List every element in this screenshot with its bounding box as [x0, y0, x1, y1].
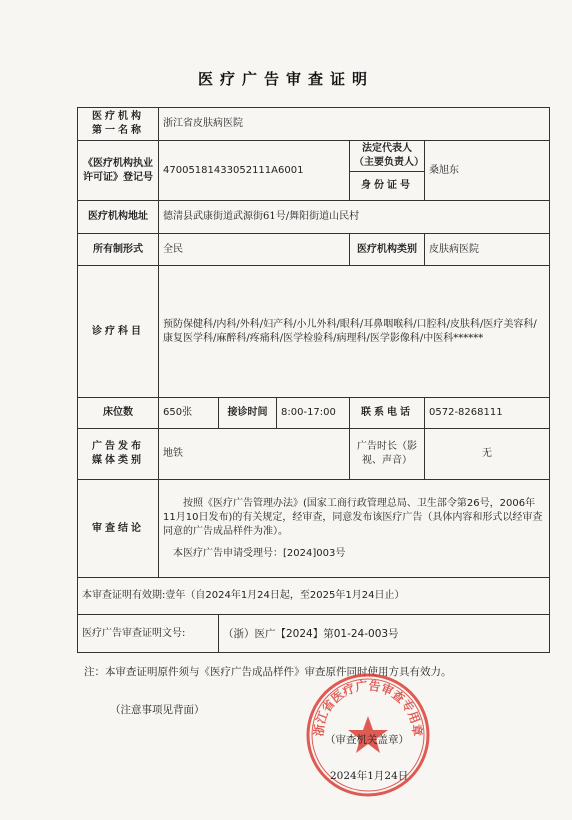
document-title: 医疗广告审查证明 [197, 70, 374, 88]
validity-text: 本审查证明有效期:壹年（自2024年1月24日起，至2025年1月24日止） [78, 578, 550, 615]
row-name [78, 108, 550, 141]
row-beds [78, 398, 550, 429]
license-value: 47005181433052111A6001 [159, 141, 350, 201]
address-label: 医疗机构地址 [78, 201, 159, 234]
row-review [78, 480, 550, 578]
attention-note: （注意事项见背面） [110, 704, 205, 716]
doc-no-label: 医疗广告审查证明文号: [78, 615, 219, 653]
issue-date: 2024年1月24日 [330, 770, 409, 782]
legal-rep-label: 法定代表人 （主要负责人） [350, 141, 425, 172]
row-doc-no [78, 615, 550, 653]
beds-label: 床位数 [78, 398, 159, 429]
beds-value: 650张 [159, 398, 219, 429]
row-scope [78, 266, 550, 398]
license-label: 《医疗机构执业 许可证》登记号 [78, 141, 159, 201]
name-label: 医疗机构 第一名称 [78, 108, 159, 141]
phone-label: 联系电话 [350, 398, 425, 429]
review-cell [159, 480, 550, 578]
hours-value: 8:00-17:00 [277, 398, 350, 429]
scope-label: 诊疗科目 [78, 266, 159, 398]
authority-label: （审查机关盖章） [325, 734, 409, 746]
hours-label: 接诊时间 [219, 398, 277, 429]
scope-value: 预防保健科/内科/外科/妇产科/小儿外科/眼科/耳鼻咽喉科/口腔科/皮肤科/医疗美容科/康复医学科/麻醉科/疼痛科/医学检验科/病理科/医学影像科/中医科****** [159, 266, 550, 398]
review-label: 审查结论 [78, 480, 159, 578]
media-value: 地铁 [159, 429, 350, 480]
name-value: 浙江省皮肤病医院 [159, 108, 550, 141]
category-value: 皮肤病医院 [425, 234, 550, 266]
ownership-value: 全民 [159, 234, 350, 266]
row-address [78, 201, 550, 234]
media-label: 广告发布 媒体类别 [78, 429, 159, 480]
category-label: 医疗机构类别 [350, 234, 425, 266]
phone-value: 0572-8268111 [425, 398, 550, 429]
footnote: 注：本审查证明原件须与《医疗广告成品样件》审查原件同时使用方具有效力。 [84, 666, 452, 678]
doc-no-value: （浙）医广【2024】第01-24-003号 [219, 615, 550, 653]
ownership-label: 所有制形式 [78, 234, 159, 266]
review-registration: 本医疗广告申请受理号：[2024]003号 [173, 547, 346, 559]
seal-text: 浙江省医疗广告审查专用章 [311, 678, 425, 737]
row-ownership [78, 234, 550, 266]
certificate-table [77, 107, 550, 653]
duration-label: 广告时长（影视、声音） [350, 429, 425, 480]
legal-rep-value: 桑旭东 [425, 141, 550, 201]
row-media [78, 429, 550, 480]
duration-value: 无 [425, 429, 550, 480]
id-label: 身份证号 [350, 172, 425, 201]
row-validity [78, 578, 550, 615]
review-text: 按照《医疗广告管理办法》(国家工商行政管理总局、卫生部令第26号，2006年11月10日发布)的有关规定，经审查，同意发布该医疗广告（具体内容和形式以经审查同意的广告成品样件为准）。 [163, 497, 543, 537]
address-value: 德清县武康街道武源街61号/舞阳街道山民村 [159, 201, 550, 234]
row-license [78, 141, 550, 172]
